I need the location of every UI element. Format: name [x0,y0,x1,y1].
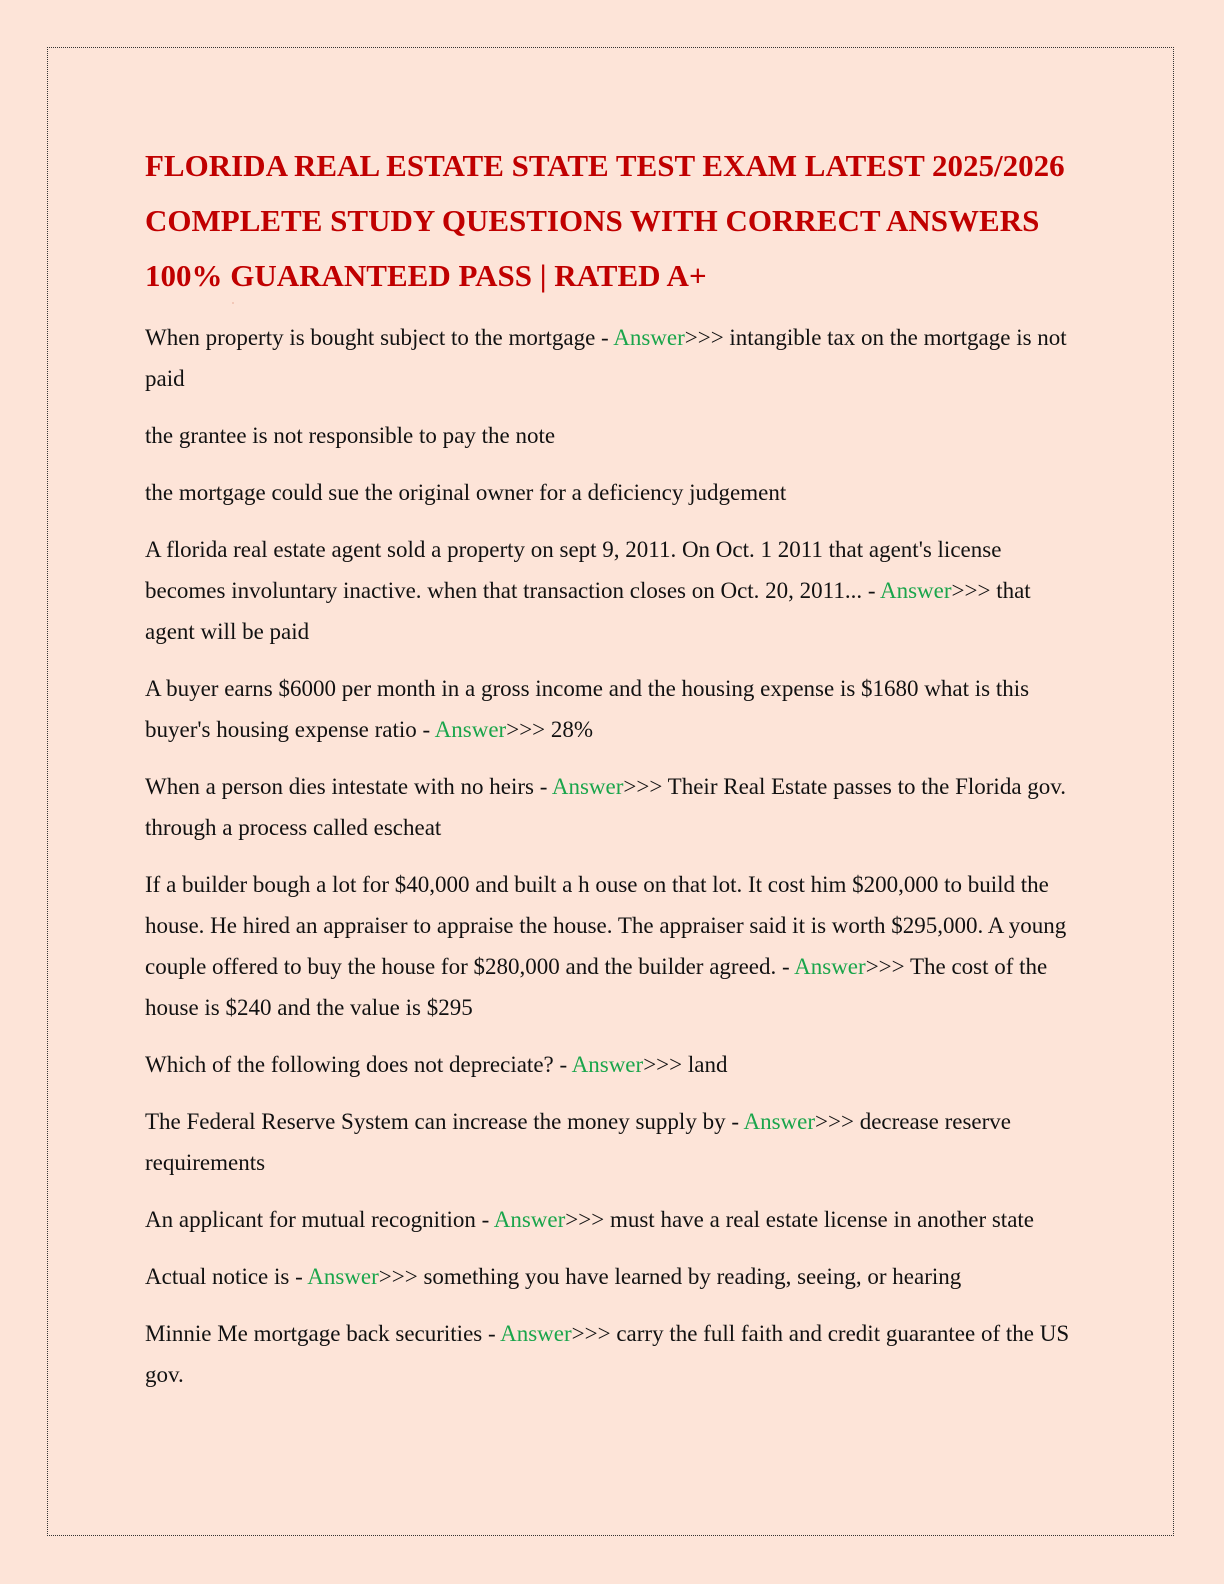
qa-entry [145,529,1085,652]
answer-text: 28% [545,717,594,742]
question-text: A buyer earns $6000 per month in a gross income and the housing expense is $1680 what is this buyer's housing expense ratio - [145,676,1030,742]
question-text: When property is bought subject to the mortgage - [145,325,614,350]
answer-text: something you have learned by reading, seeing, or hearing [417,1264,962,1289]
qa-entry [145,1256,1085,1297]
answer-keyword: Answer [307,1264,379,1289]
answer-marker: >>> [506,717,546,742]
question-text: A florida real estate agent sold a property on sept 9, 2011. On Oct. 1 2011 that agent's license becomes involuntary inactive. when that transaction closes on Oct. 20, 2011... - [145,537,1002,603]
answer-keyword: Answer [500,1321,572,1346]
question-text: Minnie Me mortgage back securities - [145,1321,501,1346]
qa-entry [145,766,1085,848]
qa-entry [145,415,1085,456]
answer-text: intangible tax on the mortgage is not paid [145,325,1067,391]
qa-entry [145,317,1085,399]
answer-text: decrease reserve requirements [145,1109,1011,1175]
answer-marker: >>> [951,578,991,603]
answer-marker: >>> [865,954,905,979]
answer-marker: >>> [623,774,663,799]
answer-marker: >>> [378,1264,418,1289]
qa-entry [145,864,1085,1028]
answer-keyword: Answer [551,774,624,799]
answer-text: carry the full faith and credit guarantee of the US gov. [145,1321,1070,1387]
answer-keyword: Answer [434,717,507,742]
question-text: the grantee is not responsible to pay the note [145,423,556,448]
answer-keyword: Answer [794,954,866,979]
question-text: the mortgage could sue the original owner for a deficiency judgement [145,480,787,505]
qa-entry [145,1199,1085,1240]
answer-marker: >>> [565,1207,605,1232]
answer-text: that agent will be paid [145,578,1031,644]
answer-marker: >>> [643,1052,683,1077]
answer-text: Their Real Estate passes to the Florida gov. through a process called escheat [145,774,1067,840]
qa-entry [145,472,1085,513]
answer-keyword: Answer [571,1052,644,1077]
qa-list [145,317,1085,1395]
answer-keyword: Answer [493,1207,566,1232]
question-text: An applicant for mutual recognition - [145,1207,494,1232]
question-text: Actual notice is - [145,1264,308,1289]
question-text: When a person dies intestate with no heirs - [145,774,552,799]
qa-entry [145,668,1085,750]
answer-marker: >>> [684,325,724,350]
answer-marker: >>> [571,1321,611,1346]
qa-entry [145,1101,1085,1183]
question-text: The Federal Reserve System can increase the money supply by - [145,1109,744,1134]
qa-entry [145,1044,1085,1085]
answer-keyword: Answer [879,578,952,603]
answer-keyword: Answer [613,325,685,350]
qa-entry [145,1313,1085,1395]
answer-marker: >>> [815,1109,854,1134]
document-body [145,138,1085,1411]
answer-keyword: Answer [743,1109,816,1134]
answer-text: The cost of the house is $240 and the value is $295 [145,954,1048,1020]
answer-text: land [682,1052,728,1077]
question-text: If a builder bough a lot for $40,000 and built a h ouse on that lot. It cost him $200,000 to build the house. He hired an appraiser to appraise the house. The appraiser said it is worth $295,000. A young couple offered to buy the house for $280,000 and the builder agreed. - [145,872,1067,979]
answer-text: must have a real estate license in another state [604,1207,1035,1232]
document-title: FLORIDA REAL ESTATE STATE TEST EXAM LATEST 2025/2026 COMPLETE STUDY QUESTIONS WITH CORRECT ANSWERS 100% GUARANTEED PASS | RATED A+ [145,148,1065,293]
question-text: Which of the following does not depreciate? - [145,1052,572,1077]
